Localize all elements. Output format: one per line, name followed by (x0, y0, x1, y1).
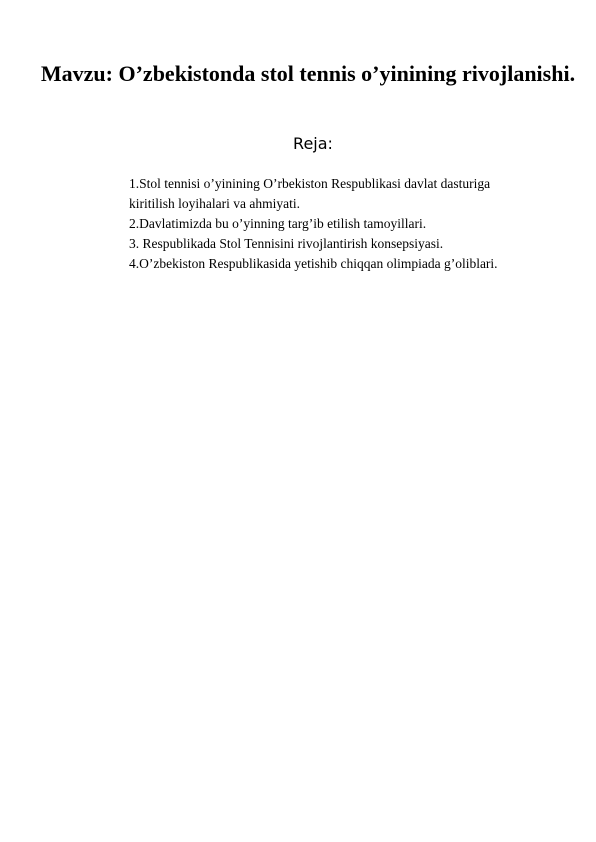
plan-item-3: 3. Respublikada Stol Tennisini rivojlantirish konsepsiyasi. (129, 236, 444, 251)
page-title: Mavzu: O’zbekistonda stol tennis o’yinining rivojlanishi. (40, 61, 576, 86)
plan-item-2: 2.Davlatimizda bu o’yinning targ’ib etilish tamoyillari. (129, 216, 427, 231)
plan-item-1: 1.Stol tennisi o’yinining O’rbekiston Respublikasi davlat dasturiga kiritilish loyihalari va ahmiyati. (129, 176, 491, 211)
plan-list (129, 174, 529, 274)
plan-item-4: 4.O’zbekiston Respublikasida yetishib chiqqan olimpiada g’oliblari. (129, 256, 498, 271)
plan-heading: Reja: (293, 134, 333, 153)
